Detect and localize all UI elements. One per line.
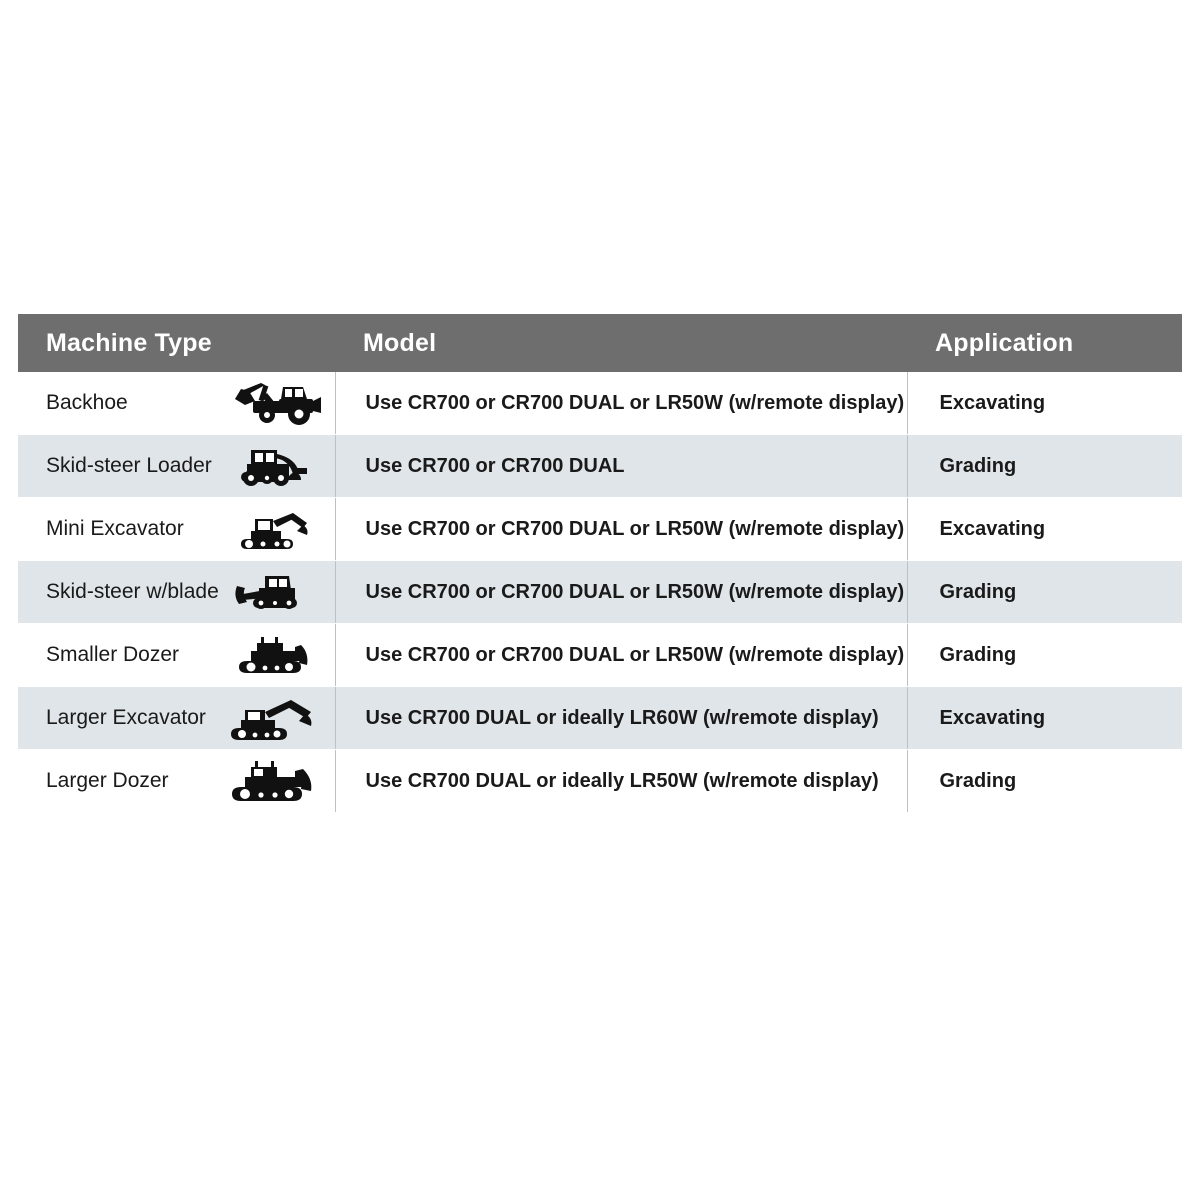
table-row: [18, 498, 1182, 561]
machine-compatibility-table-container: [18, 314, 1182, 813]
large-dozer-icon: [229, 755, 325, 807]
application-text: Excavating: [939, 391, 1046, 414]
model-text: Use CR700 or CR700 DUAL or LR50W (w/remote display): [365, 517, 905, 540]
column-header-model: Model: [335, 314, 907, 372]
machine-type-label: Mini Excavator: [46, 517, 184, 540]
skid-steer-with-blade-icon: [229, 566, 325, 618]
cell-machine-type: [18, 372, 335, 435]
table-row: [18, 561, 1182, 624]
table-row: [18, 687, 1182, 750]
model-text: Use CR700 DUAL or ideally LR50W (w/remote display): [365, 769, 879, 792]
model-text: Use CR700 or CR700 DUAL: [365, 454, 625, 477]
column-header-application: Application: [907, 314, 1182, 372]
small-dozer-icon: [229, 629, 325, 681]
cell-application: [907, 372, 1182, 435]
application-text: Grading: [939, 454, 1017, 477]
cell-model: [335, 687, 907, 750]
machine-type-label: Skid-steer w/blade: [46, 580, 219, 603]
machine-type-label: Skid-steer Loader: [46, 454, 212, 477]
application-text: Grading: [939, 643, 1017, 666]
cell-application: [907, 750, 1182, 813]
machine-type-label: Larger Excavator: [46, 706, 206, 729]
model-text: Use CR700 or CR700 DUAL or LR50W (w/remote display): [365, 391, 905, 414]
cell-machine-type: [18, 561, 335, 624]
table-row: [18, 372, 1182, 435]
machine-type-label: Smaller Dozer: [46, 643, 180, 666]
cell-machine-type: [18, 624, 335, 687]
machine-compatibility-table: [18, 314, 1182, 813]
cell-application: [907, 624, 1182, 687]
cell-model: [335, 435, 907, 498]
cell-machine-type: [18, 750, 335, 813]
cell-machine-type: [18, 687, 335, 750]
cell-application: [907, 435, 1182, 498]
cell-machine-type: [18, 435, 335, 498]
backhoe-loader-icon: [229, 377, 325, 429]
model-text: Use CR700 or CR700 DUAL or LR50W (w/remote display): [365, 643, 905, 666]
skid-steer-loader-icon: [229, 440, 325, 492]
table-header-row: [18, 314, 1182, 372]
machine-type-label: Backhoe: [46, 391, 128, 414]
application-text: Excavating: [939, 517, 1046, 540]
large-excavator-icon: [229, 692, 325, 744]
table-header: [18, 314, 1182, 372]
table-row: [18, 750, 1182, 813]
application-text: Excavating: [939, 706, 1046, 729]
cell-machine-type: [18, 498, 335, 561]
cell-application: [907, 687, 1182, 750]
model-text: Use CR700 DUAL or ideally LR60W (w/remote display): [365, 706, 879, 729]
cell-model: [335, 561, 907, 624]
cell-application: [907, 561, 1182, 624]
mini-excavator-icon: [229, 503, 325, 555]
column-header-machine-type: Machine Type: [18, 314, 335, 372]
application-text: Grading: [939, 769, 1017, 792]
application-text: Grading: [939, 580, 1017, 603]
machine-type-label: Larger Dozer: [46, 769, 169, 792]
cell-application: [907, 498, 1182, 561]
cell-model: [335, 372, 907, 435]
table-row: [18, 435, 1182, 498]
table-body: [18, 372, 1182, 813]
cell-model: [335, 624, 907, 687]
model-text: Use CR700 or CR700 DUAL or LR50W (w/remote display): [365, 580, 905, 603]
table-row: [18, 624, 1182, 687]
cell-model: [335, 498, 907, 561]
cell-model: [335, 750, 907, 813]
